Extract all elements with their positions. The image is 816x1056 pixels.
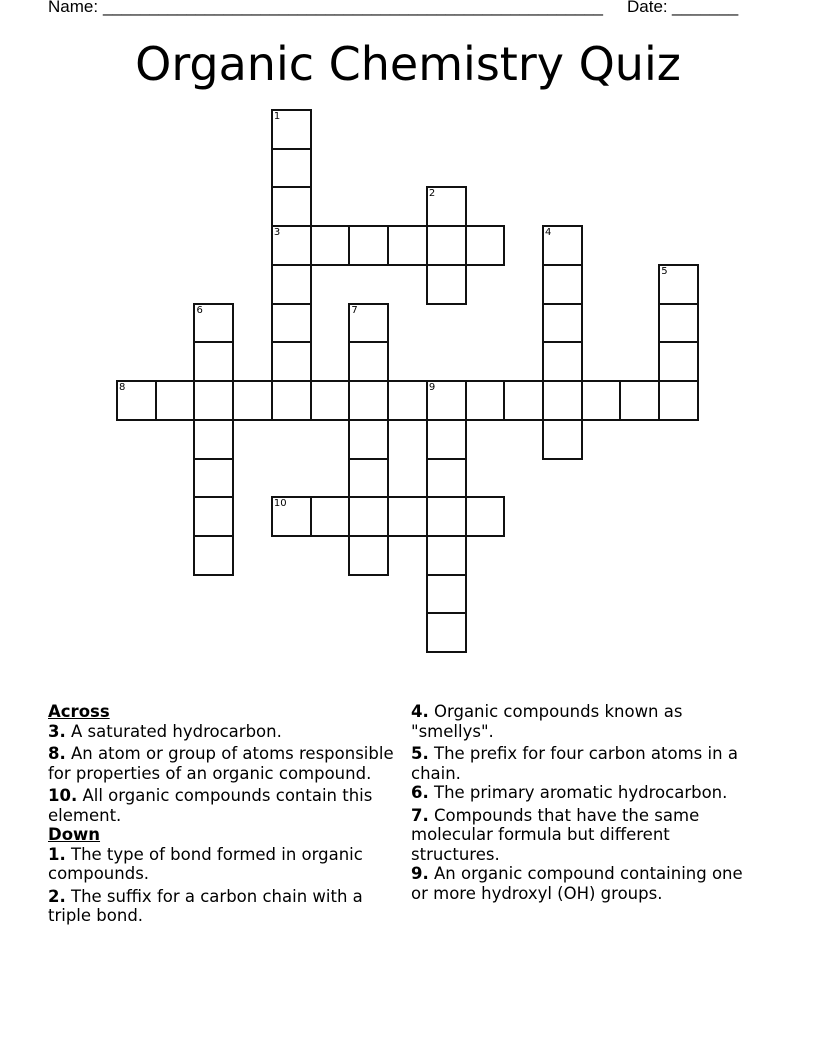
crossword-cell[interactable]: [348, 419, 389, 460]
crossword-cell[interactable]: [155, 380, 196, 421]
crossword-cell[interactable]: [465, 225, 506, 266]
clue-number-label: 10: [273, 498, 287, 510]
clue-number: 6.: [411, 783, 429, 802]
clue-number: 4.: [411, 702, 429, 721]
crossword-cell[interactable]: [426, 496, 467, 537]
clue-across-3: [48, 722, 398, 742]
clue-text: Organic compounds known as "smellys".: [411, 702, 683, 741]
crossword-cell[interactable]: [503, 380, 544, 421]
clue-number: 10.: [48, 786, 78, 805]
crossword-cell[interactable]: [348, 380, 389, 421]
crossword-cell[interactable]: [426, 380, 467, 421]
crossword-cell[interactable]: [193, 419, 234, 460]
crossword-cell[interactable]: [310, 225, 351, 266]
name-label: Name:: [48, 0, 99, 16]
crossword-cell[interactable]: [426, 574, 467, 615]
crossword-cell[interactable]: [271, 496, 312, 537]
clue-number-label: 8: [119, 382, 126, 394]
crossword-cell[interactable]: [542, 341, 583, 382]
crossword-cell[interactable]: [193, 458, 234, 499]
name-field[interactable]: ______________________________________________________: [103, 0, 603, 16]
crossword-cell[interactable]: [465, 496, 506, 537]
crossword-cell[interactable]: [658, 380, 699, 421]
crossword-cell[interactable]: [193, 535, 234, 576]
down-heading: Down: [48, 825, 101, 844]
crossword-cell[interactable]: [387, 496, 428, 537]
clue-number: 9.: [411, 864, 429, 883]
crossword-cell[interactable]: [426, 186, 467, 227]
crossword-cell[interactable]: [116, 380, 157, 421]
crossword-cell[interactable]: [658, 341, 699, 382]
crossword-cell[interactable]: [426, 535, 467, 576]
date-label: Date:: [627, 0, 668, 16]
crossword-cell[interactable]: [542, 380, 583, 421]
crossword-cell[interactable]: [271, 109, 312, 150]
crossword-cell[interactable]: [271, 303, 312, 344]
clue-number-label: 9: [428, 382, 436, 394]
clues-left-column: [48, 702, 398, 929]
crossword-cell[interactable]: [193, 341, 234, 382]
crossword-cell[interactable]: [542, 225, 583, 266]
clue-number-label: 5: [661, 265, 668, 277]
clue-text: A saturated hydrocarbon.: [65, 721, 282, 741]
crossword-cell[interactable]: [581, 380, 622, 421]
clue-text: The suffix for a carbon chain with a triple bond.: [48, 886, 363, 925]
clue-down-9: [411, 864, 756, 903]
clue-number: 3.: [48, 721, 66, 741]
clue-down-7: [411, 806, 756, 865]
date-field[interactable]: _______: [672, 0, 739, 16]
crossword-cell[interactable]: [542, 419, 583, 460]
clue-text: The prefix for four carbon atoms in a chain.: [411, 744, 738, 783]
clues-right-column: [411, 702, 756, 906]
clue-text: An organic compound containing one or more hydroxyl (OH) groups.: [411, 864, 743, 903]
clue-text: Compounds that have the same molecular formula but different structures.: [411, 805, 700, 864]
clue-text: The type of bond formed in organic compounds.: [48, 844, 363, 883]
crossword-cell[interactable]: [271, 380, 312, 421]
crossword-cell[interactable]: [426, 264, 467, 305]
crossword-cell[interactable]: [426, 419, 467, 460]
crossword-cell[interactable]: [271, 225, 312, 266]
crossword-cell[interactable]: [465, 380, 506, 421]
crossword-cell[interactable]: [426, 225, 467, 266]
crossword-cell[interactable]: [193, 496, 234, 537]
clue-number-label: 1: [273, 111, 281, 122]
clue-across-8: [48, 744, 398, 783]
clue-number: 7.: [411, 805, 429, 825]
clue-number: 1.: [48, 844, 66, 864]
crossword-cell[interactable]: [271, 264, 312, 305]
crossword-cell[interactable]: [348, 341, 389, 382]
crossword-cell[interactable]: [310, 380, 351, 421]
clue-text: An atom or group of atoms responsible for properties of an organic compound.: [48, 744, 394, 783]
clue-number: 8.: [48, 744, 66, 763]
crossword-cell[interactable]: [426, 458, 467, 499]
clue-text: The primary aromatic hydrocarbon.: [428, 783, 728, 802]
crossword-cell[interactable]: [348, 496, 389, 537]
crossword-cell[interactable]: [271, 148, 312, 189]
clue-number: 2.: [48, 886, 66, 906]
crossword-cell[interactable]: [310, 496, 351, 537]
crossword-cell[interactable]: [542, 303, 583, 344]
crossword-cell[interactable]: [271, 341, 312, 382]
crossword-cell[interactable]: [193, 380, 234, 421]
clue-text: All organic compounds contain this element.: [48, 786, 373, 825]
crossword-cell[interactable]: [271, 186, 312, 227]
crossword-cell[interactable]: [426, 612, 467, 653]
clue-down-2: [48, 887, 398, 926]
clue-across-10: [48, 786, 398, 825]
crossword-cell[interactable]: [658, 264, 699, 305]
clue-number: 5.: [411, 744, 429, 763]
clue-down-6: [411, 783, 756, 803]
crossword-cell[interactable]: [348, 458, 389, 499]
crossword-cell[interactable]: [542, 264, 583, 305]
clue-number-label: 6: [196, 304, 203, 316]
page-title: Organic Chemistry Quiz: [135, 37, 681, 91]
crossword-cell[interactable]: [619, 380, 660, 421]
crossword-cell[interactable]: [348, 303, 389, 344]
crossword-cell[interactable]: [348, 535, 389, 576]
crossword-cell[interactable]: [387, 380, 428, 421]
across-heading: Across: [48, 702, 110, 721]
clue-down-1: [48, 845, 398, 884]
clue-down-4: [411, 702, 756, 741]
clue-number-label: 7: [351, 304, 358, 316]
crossword-cell[interactable]: [193, 303, 234, 344]
crossword-cell[interactable]: [387, 225, 428, 266]
clue-down-5: [411, 744, 756, 783]
clue-number-label: 4: [545, 227, 552, 239]
crossword-cell[interactable]: [658, 303, 699, 344]
crossword-cell[interactable]: [348, 225, 389, 266]
crossword-cell[interactable]: [232, 380, 273, 421]
clue-number-label: 3: [273, 227, 281, 239]
clue-number-label: 2: [428, 188, 436, 200]
